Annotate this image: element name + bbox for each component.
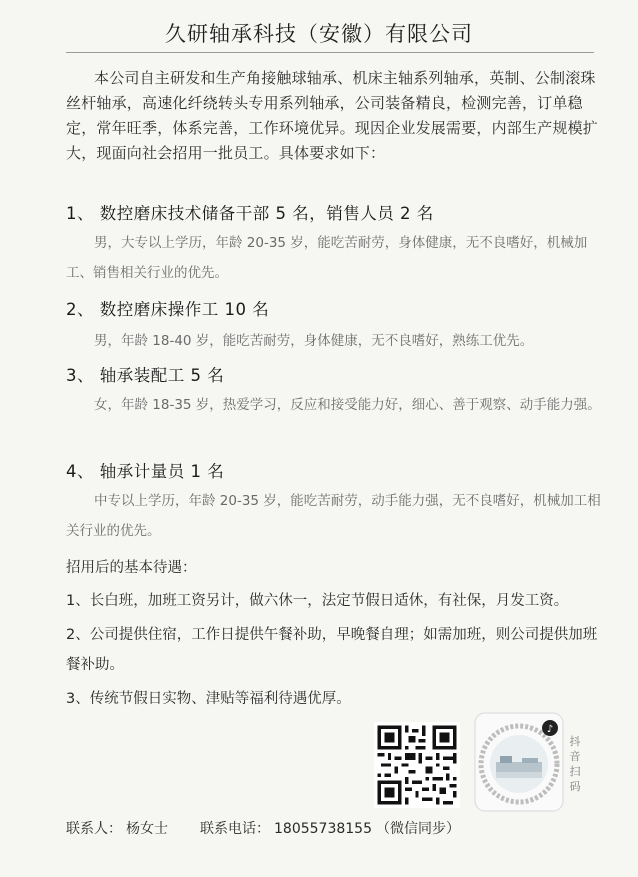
contact-phone-label: 联系电话： xyxy=(200,821,270,837)
position-4-body: 中专以上学历，年龄 20-35 岁，能吃苦耐劳，动手能力强，无不良嗜好，机械加工相关行业的优先。 xyxy=(66,493,601,539)
company-title: 久研轴承科技（安徽）有限公司 xyxy=(165,22,473,46)
position-2-body: 男，年龄 18-40 岁，能吃苦耐劳，身体健康，无不良嗜好，熟练工优先。 xyxy=(94,333,534,349)
benefit-1: 1、长白班，加班工资另计，做六休一，法定节假日适休，有社保，月发工资。 xyxy=(66,593,569,609)
contact-phone-note: （微信同步） xyxy=(375,821,460,837)
position-1-body: 男，大专以上学历，年龄 20-35 岁，能吃苦耐劳，身体健康，无不良嗜好，机械加工、销售相关行业的优先。 xyxy=(66,235,588,281)
contact-phone: 18055738155 xyxy=(274,821,372,837)
svg-text:♪: ♪ xyxy=(546,724,554,735)
title-divider xyxy=(66,52,594,53)
douyin-code-icon xyxy=(474,712,564,812)
benefit-2: 2、公司提供住宿，工作日提供午餐补助，早晚餐自理；如需加班，则公司提供加班餐补助。 xyxy=(66,627,598,673)
contact-line xyxy=(66,818,464,838)
qr-code-icon xyxy=(374,722,460,808)
douyin-scan-label: 抖音扫码 xyxy=(569,735,581,793)
intro-paragraph: 本公司自主研发和生产角接触球轴承、机床主轴系列轴承，英制、公制滚珠丝杆轴承，高速化纤绕转头专用系列轴承，公司装备精良，检测完善，订单稳定，常年旺季，体系完善，工作环境优异。现因企业发展需要，内部生产规模扩大，现面向社会招用一批员工。具体要求如下： xyxy=(66,69,599,162)
position-4-title: 4、 轴承计量员 1 名 xyxy=(66,462,225,481)
position-2-title: 2、 数控磨床操作工 10 名 xyxy=(66,300,270,319)
contact-person-label: 联系人： xyxy=(66,821,122,837)
position-3-title: 3、 轴承装配工 5 名 xyxy=(66,366,225,385)
benefits-title: 招用后的基本待遇： xyxy=(66,560,197,576)
position-3-body: 女，年龄 18-35 岁，热爱学习，反应和接受能力好，细心、善于观察、动手能力强。 xyxy=(94,397,601,413)
benefit-3: 3、传统节假日实物、津贴等福利待遇优厚。 xyxy=(66,691,351,707)
contact-person: 杨女士 xyxy=(126,821,168,837)
position-1-title: 1、 数控磨床技术储备干部 5 名，销售人员 2 名 xyxy=(66,204,434,223)
